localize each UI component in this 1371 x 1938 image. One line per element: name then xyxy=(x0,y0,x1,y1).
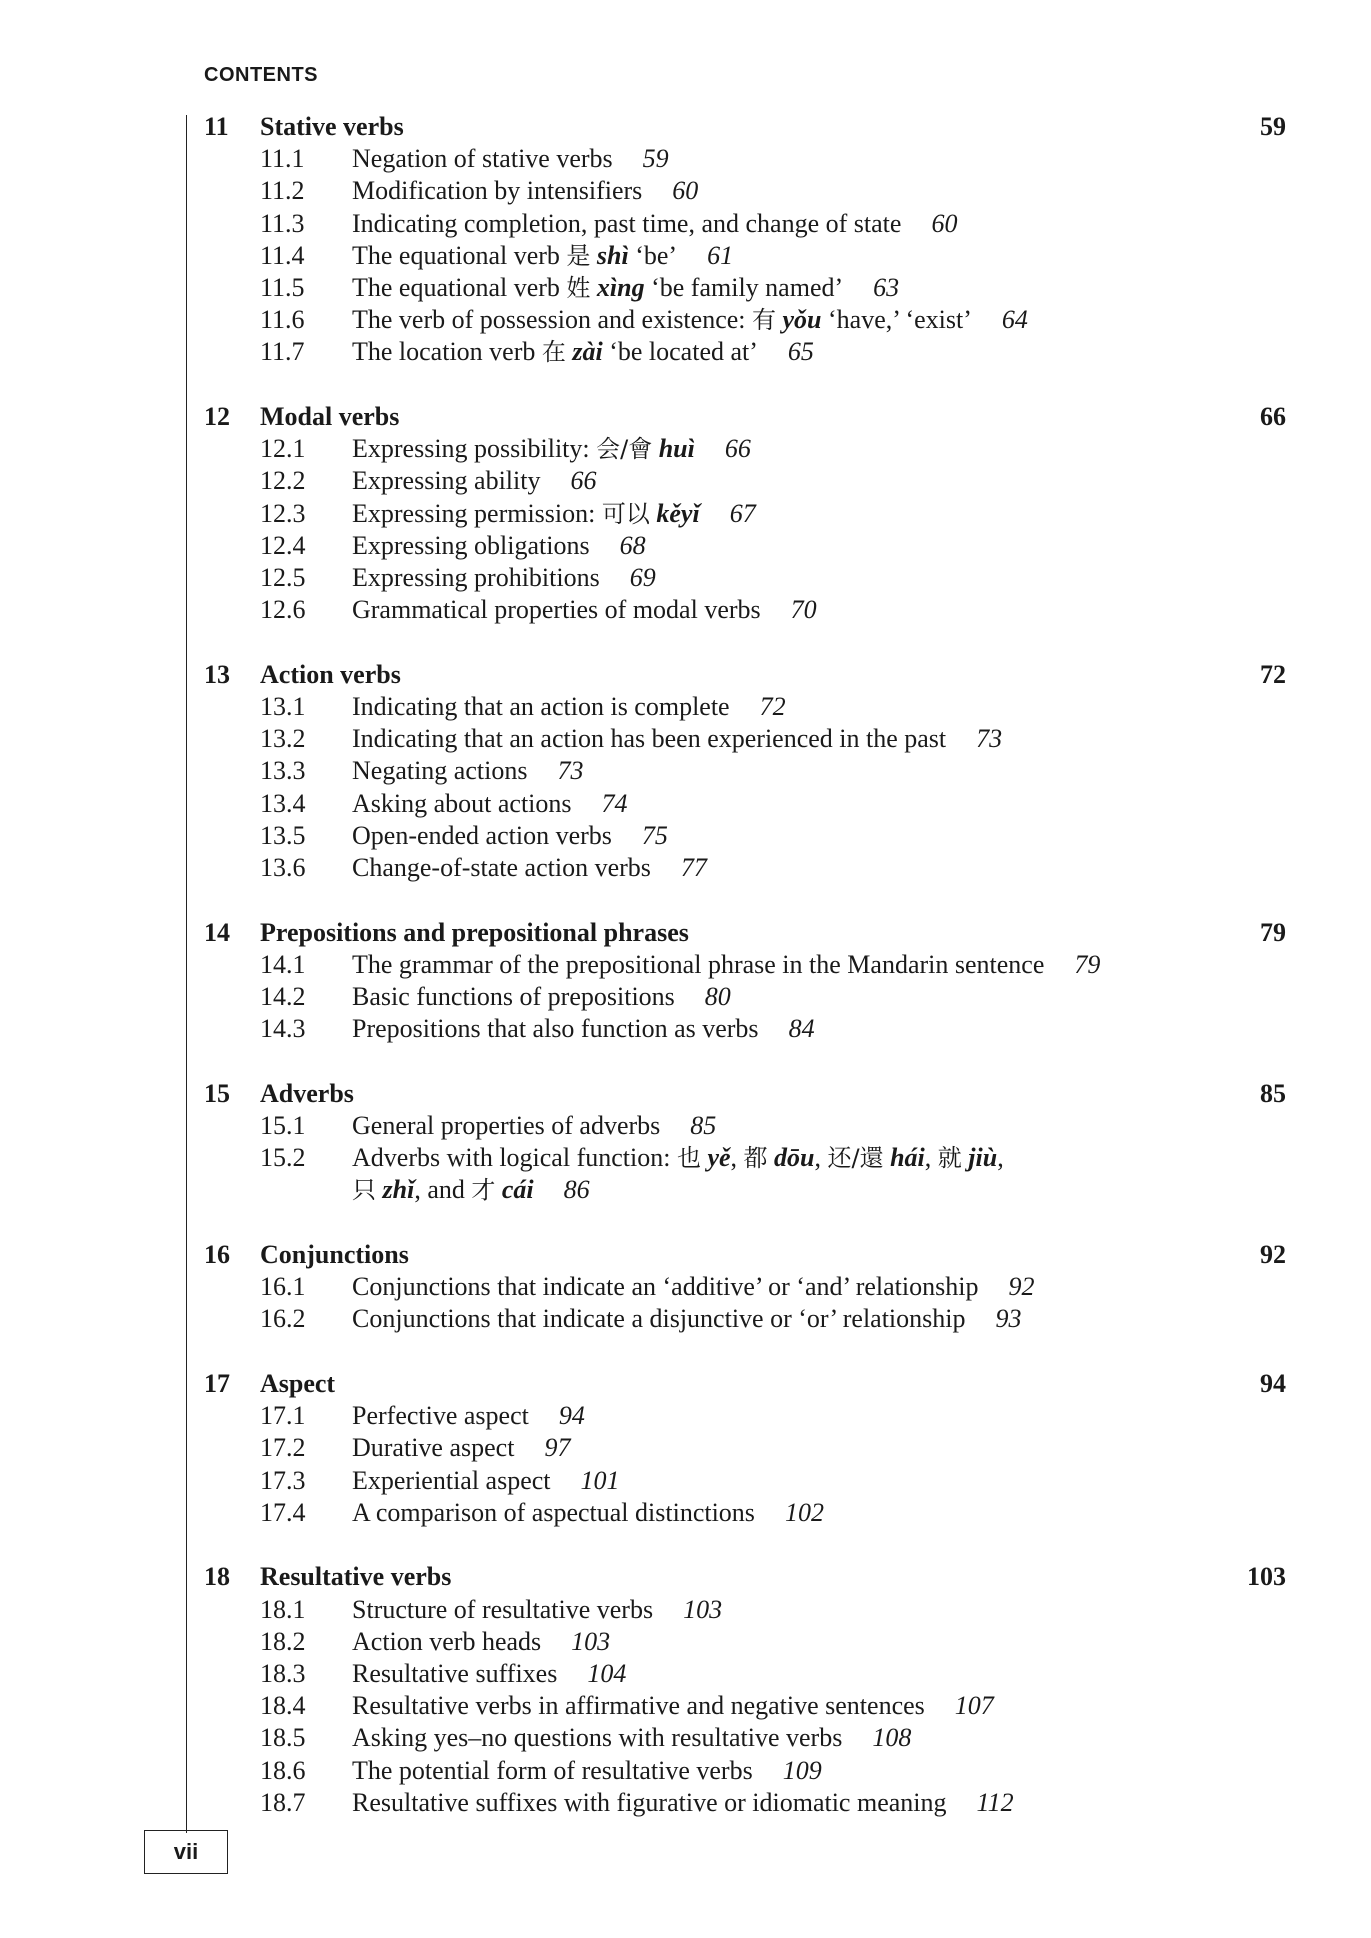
section-title xyxy=(352,1690,994,1722)
chapter-title: Aspect xyxy=(260,1369,336,1398)
section-page: 77 xyxy=(680,853,707,882)
section-row xyxy=(0,336,1371,368)
title-text: Conjunctions that indicate a disjunctive or ‘or’ relationship xyxy=(352,1304,966,1334)
section-page: 86 xyxy=(563,1175,590,1205)
section-title xyxy=(352,336,814,368)
section-title xyxy=(352,594,817,626)
section-row xyxy=(0,304,1371,336)
section-row xyxy=(0,1432,1371,1464)
section-title xyxy=(352,1497,824,1529)
section-page: 63 xyxy=(873,273,900,302)
section-number: 13.5 xyxy=(260,820,306,850)
title-text: Indicating that an action is complete xyxy=(352,692,730,721)
section-number: 11.4 xyxy=(260,240,305,270)
pinyin: jiù xyxy=(968,1143,998,1173)
chapter-page: 94 xyxy=(1260,1369,1286,1398)
section-page: 65 xyxy=(787,337,814,367)
title-text: Perfective aspect xyxy=(352,1401,529,1431)
chapter-page: 85 xyxy=(1260,1078,1286,1108)
section-row xyxy=(0,981,1371,1013)
title-text: Indicating that an action has been experienced in the past xyxy=(352,724,947,754)
chinese-characters: 都 xyxy=(743,1144,768,1173)
title-text: The location verb xyxy=(352,337,542,367)
section-row xyxy=(0,1594,1371,1626)
section-number: 17.4 xyxy=(260,1497,306,1527)
section-row xyxy=(0,433,1371,465)
section-title xyxy=(352,949,1100,981)
section-title xyxy=(352,1174,590,1206)
section-page: 67 xyxy=(729,498,756,528)
section-row xyxy=(0,852,1371,884)
section-title xyxy=(352,530,646,562)
section-number: 15.2 xyxy=(260,1143,306,1173)
section-title xyxy=(352,981,731,1013)
section-row xyxy=(0,530,1371,562)
section-row xyxy=(0,1626,1371,1658)
title-text: Indicating completion, past time, and change of state xyxy=(352,208,902,238)
section-title xyxy=(352,1626,610,1658)
title-text: , xyxy=(997,1143,1004,1173)
chapter-title: Adverbs xyxy=(260,1078,354,1108)
section-page: 84 xyxy=(788,1014,815,1044)
section-row xyxy=(0,1110,1371,1142)
section-title xyxy=(352,562,656,594)
chinese-characters: 会/會 xyxy=(596,435,653,464)
chinese-characters: 只 xyxy=(352,1176,376,1205)
section-number: 12.4 xyxy=(260,530,306,560)
section-page: 112 xyxy=(976,1787,1014,1817)
section-page: 69 xyxy=(629,563,656,592)
chapter-page: 72 xyxy=(1260,659,1286,689)
section-row xyxy=(0,1465,1371,1497)
pinyin: xìng xyxy=(596,273,645,302)
section-title xyxy=(352,143,669,175)
title-text: The equational verb xyxy=(352,273,567,302)
chinese-characters: 在 xyxy=(541,338,566,367)
title-text: Resultative suffixes xyxy=(352,1659,558,1688)
chapter-row xyxy=(0,917,1371,949)
title-text: , xyxy=(814,1143,828,1173)
section-number: 18.6 xyxy=(260,1755,306,1785)
section-page: 94 xyxy=(558,1401,585,1431)
section-number: 12.1 xyxy=(260,434,306,464)
section-number: 11.1 xyxy=(260,144,305,174)
section-title xyxy=(352,788,628,820)
section-row xyxy=(0,723,1371,755)
section-row xyxy=(0,143,1371,175)
section-title xyxy=(352,304,1028,336)
section-page: 92 xyxy=(1008,1272,1035,1302)
section-title xyxy=(352,1755,822,1787)
chapter-number: 15 xyxy=(204,1078,230,1108)
section-row xyxy=(0,594,1371,626)
section-title xyxy=(352,498,756,530)
section-page: 60 xyxy=(672,176,699,206)
chapter-page: 103 xyxy=(1247,1562,1286,1592)
pinyin: shì xyxy=(596,240,629,270)
title-text: Modification by intensifiers xyxy=(352,176,643,206)
section-row xyxy=(0,1142,1371,1206)
pinyin: zài xyxy=(572,337,603,367)
chapter-number: 12 xyxy=(204,402,230,431)
section-page: 73 xyxy=(976,724,1003,754)
chapter-title: Action verbs xyxy=(260,659,401,689)
pinyin: yě xyxy=(707,1143,731,1173)
chinese-characters: 也 xyxy=(676,1144,701,1173)
section-page: 61 xyxy=(707,240,734,270)
chapter-number: 13 xyxy=(204,659,230,689)
section-row xyxy=(0,208,1371,240)
title-text: Resultative verbs in affirmative and negative sentences xyxy=(352,1691,925,1721)
chinese-characters: 姓 xyxy=(566,274,591,302)
section-page: 59 xyxy=(642,144,669,174)
section-number: 12.3 xyxy=(260,498,306,528)
section-row xyxy=(0,1722,1371,1754)
section-row xyxy=(0,755,1371,787)
section-row xyxy=(0,1497,1371,1529)
section-page: 79 xyxy=(1074,949,1101,979)
title-text: Resultative suffixes with figurative or idiomatic meaning xyxy=(352,1787,947,1817)
section-page: 74 xyxy=(601,788,628,818)
section-number: 12.2 xyxy=(260,466,306,496)
section-title xyxy=(352,1594,722,1626)
chapter-title: Conjunctions xyxy=(260,1240,409,1269)
title-text: , xyxy=(924,1143,938,1173)
section-title xyxy=(352,820,668,852)
title-text: Conjunctions that indicate an ‘additive’ or ‘and’ relationship xyxy=(352,1272,979,1302)
section-number: 11.2 xyxy=(260,176,305,206)
section-number: 13.1 xyxy=(260,692,306,721)
chapter-page: 79 xyxy=(1260,917,1286,947)
section-row xyxy=(0,1303,1371,1335)
title-text: Change-of-state action verbs xyxy=(352,853,651,882)
section-row xyxy=(0,820,1371,852)
title-text: ‘be’ xyxy=(628,240,678,270)
section-title xyxy=(352,852,707,884)
section-title xyxy=(352,240,733,272)
section-row xyxy=(0,1658,1371,1690)
section-title xyxy=(352,208,957,240)
chapter-row xyxy=(0,1561,1371,1593)
chapter-number: 18 xyxy=(204,1562,230,1592)
section-number: 14.1 xyxy=(260,949,306,979)
section-title xyxy=(352,1432,570,1464)
title-text: Basic functions of prepositions xyxy=(352,982,675,1011)
chapter-page: 92 xyxy=(1260,1240,1286,1269)
section-number: 14.2 xyxy=(260,982,306,1011)
section-page: 60 xyxy=(931,208,958,238)
section-row xyxy=(0,1271,1371,1303)
section-title xyxy=(352,1303,1022,1335)
section-number: 17.2 xyxy=(260,1433,306,1463)
section-page: 104 xyxy=(587,1659,627,1688)
section-number: 15.1 xyxy=(260,1111,306,1140)
chinese-characters: 有 xyxy=(752,306,777,335)
section-number: 17.1 xyxy=(260,1401,306,1431)
chapter-title: Resultative verbs xyxy=(260,1562,452,1592)
section-page: 66 xyxy=(570,466,597,496)
chapter-number: 14 xyxy=(204,917,230,947)
title-text: Asking about actions xyxy=(352,788,572,818)
section-row xyxy=(0,691,1371,723)
section-number: 13.6 xyxy=(260,853,306,882)
pinyin: yǒu xyxy=(782,305,822,335)
section-page: 103 xyxy=(683,1594,723,1624)
section-number: 13.2 xyxy=(260,724,306,754)
chapter-number: 11 xyxy=(204,112,229,141)
title-text: Durative aspect xyxy=(352,1433,515,1463)
chinese-characters: 是 xyxy=(566,241,591,270)
section-page: 72 xyxy=(759,692,786,721)
title-text: Expressing permission: xyxy=(352,498,602,528)
section-number: 11.5 xyxy=(260,273,305,302)
section-page: 101 xyxy=(580,1465,620,1495)
title-text: Negation of stative verbs xyxy=(352,144,613,174)
section-number: 18.2 xyxy=(260,1626,306,1656)
chinese-characters: 可以 xyxy=(601,499,650,528)
section-number: 18.7 xyxy=(260,1787,306,1817)
title-text: Prepositions that also function as verbs xyxy=(352,1014,759,1044)
section-row xyxy=(0,175,1371,207)
section-title xyxy=(352,755,583,787)
chapter-row xyxy=(0,659,1371,691)
title-text: ‘be family named’ xyxy=(644,273,844,302)
title-text: Open-ended action verbs xyxy=(352,820,612,850)
title-text: General properties of adverbs xyxy=(352,1111,661,1140)
section-page: 97 xyxy=(544,1433,571,1463)
title-text: The equational verb xyxy=(352,240,567,270)
pinyin: kěyǐ xyxy=(656,498,700,528)
section-number: 11.6 xyxy=(260,305,305,335)
section-number: 18.5 xyxy=(260,1723,306,1753)
section-page: 66 xyxy=(724,434,751,464)
section-title xyxy=(352,691,786,723)
title-text: ‘be located at’ xyxy=(602,337,758,367)
section-title xyxy=(352,1722,911,1754)
section-row xyxy=(0,1690,1371,1722)
section-row xyxy=(0,1013,1371,1045)
section-page: 108 xyxy=(872,1723,912,1753)
section-title xyxy=(352,723,1002,755)
title-text: Adverbs with logical function: xyxy=(352,1143,677,1173)
section-number: 17.3 xyxy=(260,1465,306,1495)
section-title xyxy=(352,1658,626,1690)
section-page: 64 xyxy=(1001,305,1028,335)
title-text: Expressing prohibitions xyxy=(352,563,600,592)
pinyin: zhǐ xyxy=(382,1175,415,1205)
section-title xyxy=(352,1400,585,1432)
section-page: 75 xyxy=(641,820,668,850)
running-head: CONTENTS xyxy=(204,64,318,86)
section-page: 70 xyxy=(790,595,817,625)
chapter-number: 17 xyxy=(204,1369,230,1398)
section-page: 102 xyxy=(784,1497,824,1527)
title-text: , xyxy=(730,1143,744,1173)
section-row xyxy=(0,949,1371,981)
pinyin: cái xyxy=(501,1175,534,1205)
title-text: , and xyxy=(414,1175,472,1205)
section-number: 11.7 xyxy=(260,337,305,367)
section-page: 103 xyxy=(571,1626,611,1656)
chapter-row xyxy=(0,111,1371,143)
chapter-page: 59 xyxy=(1260,112,1286,141)
chapter-row xyxy=(0,1368,1371,1400)
section-number: 16.1 xyxy=(260,1272,306,1302)
title-text: Expressing possibility: xyxy=(352,434,597,464)
section-title xyxy=(352,1013,815,1045)
section-number: 18.4 xyxy=(260,1691,306,1721)
page-number: vii xyxy=(144,1830,228,1874)
section-page: 107 xyxy=(954,1691,994,1721)
section-page: 68 xyxy=(619,530,646,560)
title-text: Experiential aspect xyxy=(352,1465,551,1495)
title-text: Negating actions xyxy=(352,756,528,786)
chapter-title: Modal verbs xyxy=(260,402,400,431)
chapter-number: 16 xyxy=(204,1240,230,1269)
section-row xyxy=(0,272,1371,304)
section-row xyxy=(0,498,1371,530)
title-text: Expressing obligations xyxy=(352,530,590,560)
section-number: 12.5 xyxy=(260,563,306,592)
title-text: Expressing ability xyxy=(352,466,541,496)
section-title xyxy=(352,1271,1034,1303)
title-text: The verb of possession and existence: xyxy=(352,305,753,335)
section-number: 13.4 xyxy=(260,788,306,818)
title-text: ‘have,’ ‘exist’ xyxy=(821,305,972,335)
section-number: 16.2 xyxy=(260,1304,306,1334)
chinese-characters: 还/還 xyxy=(827,1144,884,1173)
section-title xyxy=(352,1787,1014,1819)
section-title xyxy=(352,1142,1004,1174)
section-page: 93 xyxy=(995,1304,1022,1334)
section-row xyxy=(0,240,1371,272)
chapter-page: 66 xyxy=(1260,402,1286,431)
section-row xyxy=(0,465,1371,497)
section-row xyxy=(0,1755,1371,1787)
section-row xyxy=(0,788,1371,820)
section-title xyxy=(352,1465,620,1497)
pinyin: hái xyxy=(890,1143,925,1173)
section-number: 18.1 xyxy=(260,1594,306,1624)
section-page: 73 xyxy=(557,756,584,786)
chinese-characters: 就 xyxy=(937,1144,962,1173)
chinese-characters: 才 xyxy=(471,1176,496,1205)
pinyin: huì xyxy=(658,434,695,464)
section-number: 11.3 xyxy=(260,208,305,238)
title-text: A comparison of aspectual distinctions xyxy=(352,1497,755,1527)
title-text: Structure of resultative verbs xyxy=(352,1594,654,1624)
section-number: 13.3 xyxy=(260,756,306,786)
section-title xyxy=(352,175,698,207)
section-row xyxy=(0,1400,1371,1432)
section-number: 14.3 xyxy=(260,1014,306,1044)
section-title xyxy=(352,272,899,304)
title-text: Asking yes–no questions with resultative verbs xyxy=(352,1723,843,1753)
section-title xyxy=(352,465,596,497)
chapter-row xyxy=(0,1239,1371,1271)
section-page: 80 xyxy=(704,982,731,1011)
title-text: The potential form of resultative verbs xyxy=(352,1755,753,1785)
section-title xyxy=(352,433,751,465)
chapter-row xyxy=(0,401,1371,433)
title-text: The grammar of the prepositional phrase in the Mandarin sentence xyxy=(352,949,1045,979)
section-title xyxy=(352,1110,716,1142)
section-number: 12.6 xyxy=(260,595,306,625)
section-number: 18.3 xyxy=(260,1659,306,1688)
section-page: 85 xyxy=(690,1111,717,1140)
pinyin: dōu xyxy=(774,1143,815,1173)
section-row xyxy=(0,1787,1371,1819)
section-row xyxy=(0,562,1371,594)
section-page: 109 xyxy=(782,1755,822,1785)
title-text: Action verb heads xyxy=(352,1626,542,1656)
chapter-title: Prepositions and prepositional phrases xyxy=(260,917,689,947)
chapter-row xyxy=(0,1078,1371,1110)
title-text: Grammatical properties of modal verbs xyxy=(352,595,761,625)
chapter-title: Stative verbs xyxy=(260,112,404,141)
